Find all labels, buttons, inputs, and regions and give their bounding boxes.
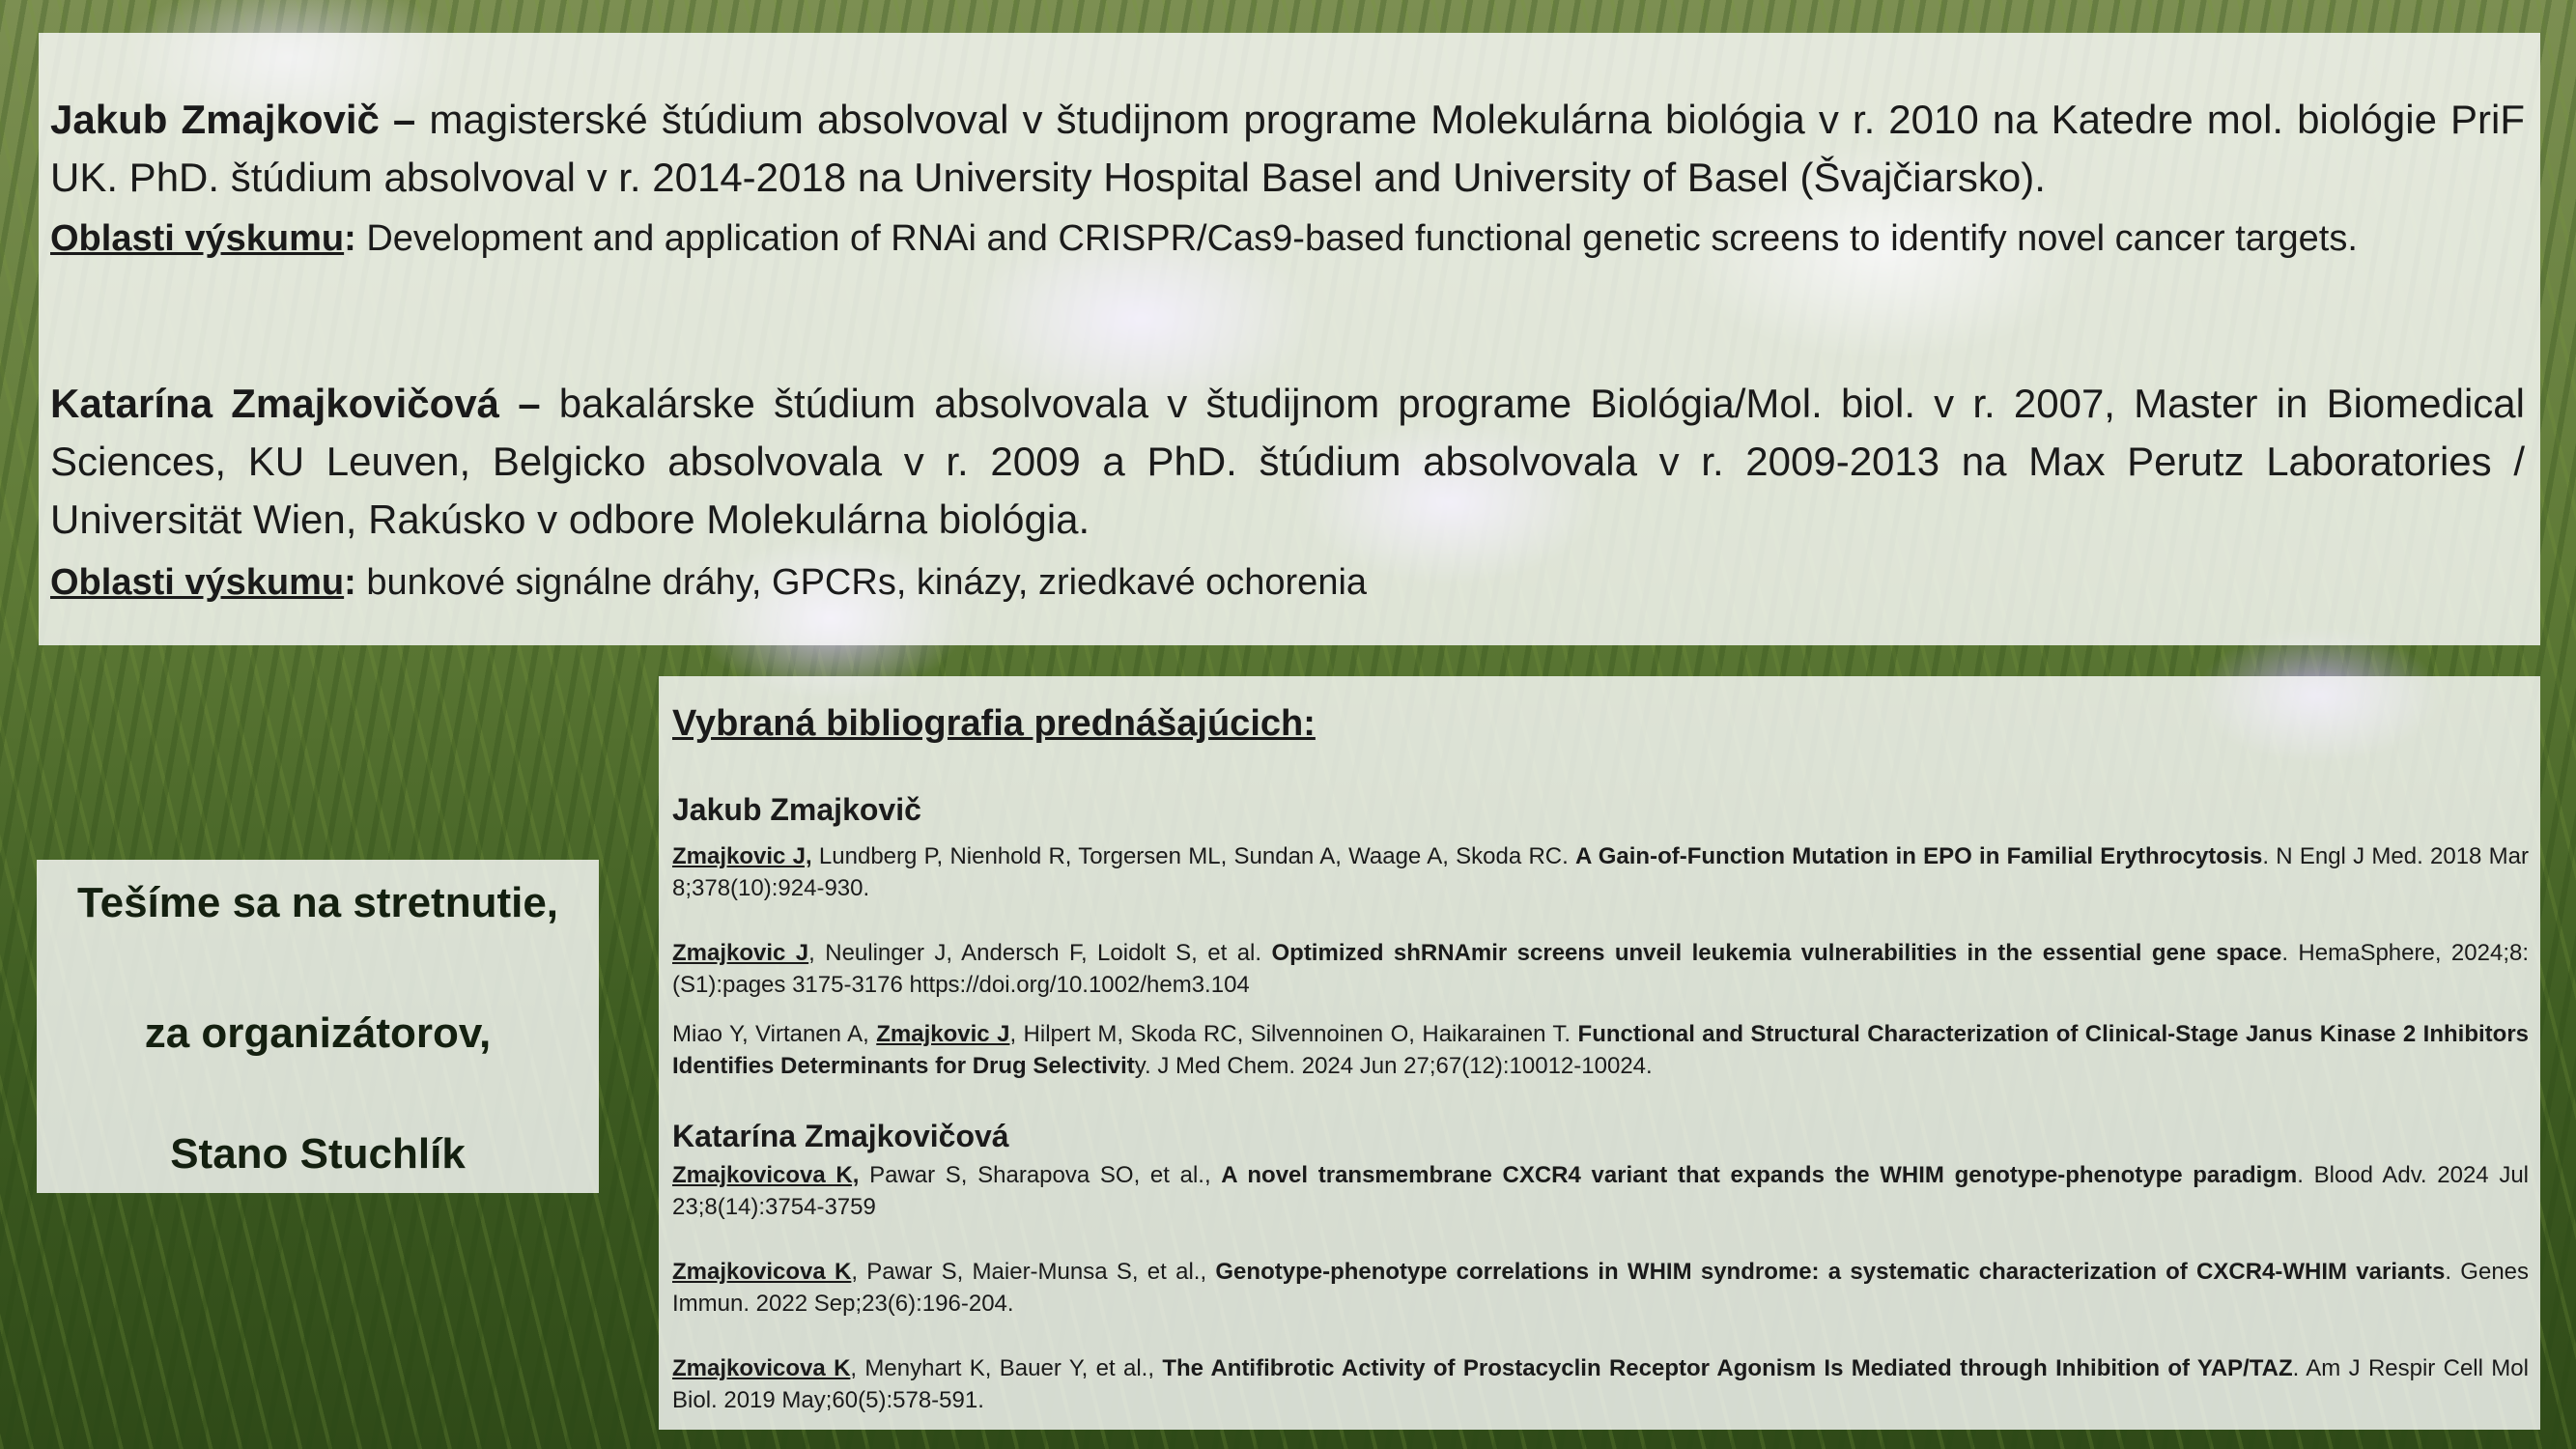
ref-source: y. J Med Chem. 2024 Jun 27;67(12):10012-10024.: [1134, 1053, 1653, 1079]
speaker-name-katarina: Katarína Zmajkovičová: [50, 381, 500, 426]
ref-authors: , Menyhart K, Bauer Y, et al.,: [850, 1355, 1163, 1381]
reference-item: [672, 937, 2529, 1001]
name-dash: –: [499, 381, 559, 426]
ref-title: Optimized shRNAmir screens unveil leukemia vulnerabilities in the essential gene space: [1271, 940, 2282, 966]
research-colon: :: [344, 562, 367, 603]
ref-self-author: Zmajkovicova K: [672, 1259, 852, 1285]
ref-self-author: Zmajkovic J: [672, 940, 809, 966]
research-text-jakub: Development and application of RNAi and CRISPR/Cas9-based functional genetic screens to identify novel cancer targets.: [366, 218, 2358, 259]
name-dash: –: [379, 97, 430, 142]
farewell-signature: Stano Stuchlík: [170, 1130, 466, 1178]
ref-authors: , Hilpert M, Skoda RC, Silvennoinen O, Haikarainen T.: [1009, 1021, 1578, 1047]
ref-authors: Pawar S, Sharapova SO, et al.,: [859, 1162, 1222, 1188]
ref-source: . Genes Immun. 2022 Sep;23(6):196-204.: [672, 1259, 2530, 1317]
ref-title: The Antifibrotic Activity of Prostacyclin Receptor Agonism Is Mediated through Inhibition of YAP/TAZ: [1162, 1355, 2293, 1381]
ref-source: . N Engl J Med. 2018 Mar 8;378(10):924-930.: [672, 843, 2529, 901]
ref-authors: , Neulinger J, Andersch F, Loidolt S, et al.: [808, 940, 1272, 966]
speaker-bios-panel: [39, 33, 2540, 645]
ref-title: A Gain-of-Function Mutation in EPO in Familial Erythrocytosis: [1575, 843, 2263, 869]
speaker-name-jakub: Jakub Zmajkovič: [50, 97, 380, 142]
research-text-katarina: bunkové signálne dráhy, GPCRs, kinázy, zriedkavé ochorenia: [366, 562, 1368, 603]
farewell-panel: [37, 860, 599, 1193]
ref-source: . Blood Adv. 2024 Jul 23;8(14):3754-3759: [672, 1162, 2530, 1220]
author-heading-katarina: Katarína Zmajkovičová: [672, 1119, 1009, 1153]
reference-item: [672, 1352, 2529, 1416]
bio-text-katarina: bakalárske štúdium absolvovala v študijnom programe Biológia/Mol. biol. v r. 2007, Master in Biomedical Sciences, KU Leuven, Belgicko absolvovala v r. 2009 a PhD. štúdium absolvovala v r. 2009-2013 na Max Perutz Laboratories / Universität Wien, Rakúsko v odbore Molekulárna biológia.: [50, 381, 2525, 542]
research-label: Oblasti výskumu: [50, 218, 345, 259]
bio-katarina: [50, 375, 2525, 549]
ref-authors: , Pawar S, Maier-Munsa S, et al.,: [851, 1259, 1216, 1285]
ref-title: Genotype-phenotype correlations in WHIM syndrome: a systematic characterization of CXCR4-WHIM variants: [1215, 1259, 2446, 1285]
ref-authors-before: Miao Y, Virtanen A,: [672, 1021, 877, 1047]
research-label: Oblasti výskumu: [50, 562, 345, 603]
author-heading-jakub: Jakub Zmajkovič: [672, 792, 921, 827]
ref-self-author: Zmajkovicova K,: [672, 1162, 860, 1188]
reference-item: [672, 840, 2529, 904]
reference-item: [672, 1159, 2529, 1223]
research-areas-jakub: [50, 216, 2358, 261]
bibliography-panel: [659, 676, 2540, 1430]
ref-authors: Lundberg P, Nienhold R, Torgersen ML, Sundan A, Waage A, Skoda RC.: [811, 843, 1576, 869]
bio-jakub: [50, 91, 2525, 207]
research-colon: :: [344, 218, 367, 259]
research-areas-katarina: [50, 560, 1367, 605]
bio-text-jakub: magisterské štúdium absolvoval v študijnom programe Molekulárna biológia v r. 2010 na Katedre mol. biológie PriF UK. PhD. štúdium absolvoval v r. 2014-2018 na University Hospital Basel and University of Basel (Švajčiarsko).: [50, 97, 2525, 200]
reference-item: [672, 1018, 2529, 1082]
ref-source: . Am J Respir Cell Mol Biol. 2019 May;60(5):578-591.: [672, 1355, 2529, 1413]
ref-self-author: Zmajkovic J: [876, 1021, 1010, 1047]
farewell-greeting: Tešíme sa na stretnutie,: [76, 879, 559, 926]
bibliography-title: Vybraná bibliografia prednášajúcich:: [672, 703, 1316, 744]
ref-source: . HemaSphere, 2024;8:(S1):pages 3175-3176 https://doi.org/10.1002/hem3.104: [672, 940, 2529, 998]
reference-item: [672, 1256, 2529, 1320]
ref-title: A novel transmembrane CXCR4 variant that expands the WHIM genotype-phenotype paradigm: [1221, 1162, 2298, 1188]
ref-title: Functional and Structural Characterization of Clinical-Stage Janus Kinase 2 Inhibitors Identifies Determinants for Drug Selectivit: [672, 1021, 2530, 1079]
ref-self-author: Zmajkovic J,: [672, 843, 812, 869]
farewell-organizers: za organizátorov,: [144, 1009, 492, 1057]
ref-self-author: Zmajkovicova K: [672, 1355, 851, 1381]
